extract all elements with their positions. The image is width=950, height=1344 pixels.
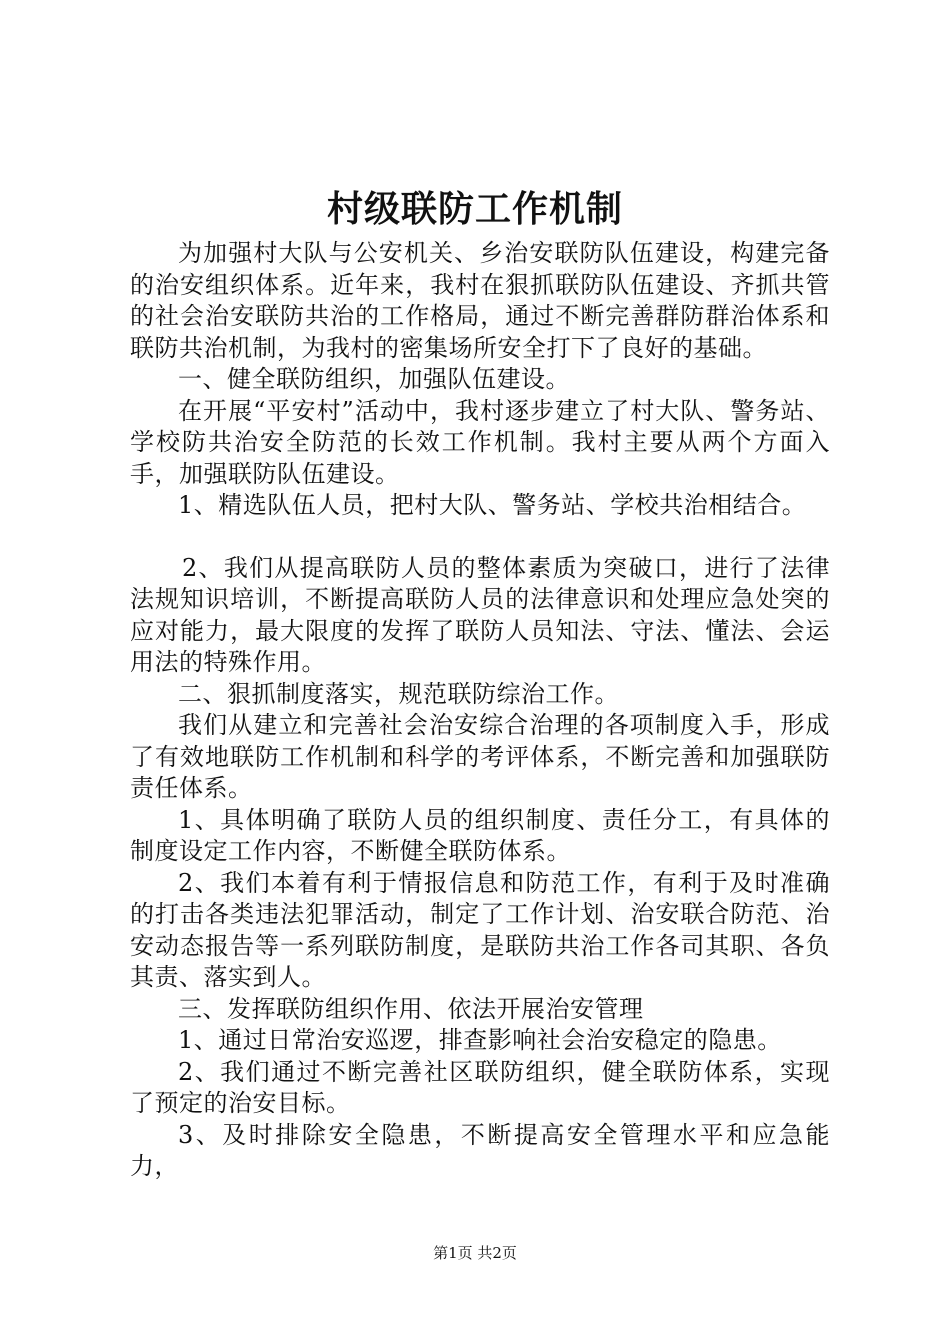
- document-title: 村级联防工作机制: [326, 188, 623, 230]
- list-item-3-1: 1、通过日常治安巡逻，排查影响社会治安稳定的隐患。: [178, 1026, 782, 1054]
- paragraph-intro: 为加强村大队与公安机关、乡治安联防队伍建设，构建完备的治安组织体系。近年来，我村在狠抓联防队伍建设、齐抓共管的社会治安联防共治的工作格局，通过不断完善群防群治体系和联防共治机制，为我村的密集场所安全打下了良好的基础。: [130, 239, 830, 362]
- list-item-1-2: 2、我们从提高联防人员的整体素质为突破口，进行了法律法规知识培训，不断提高联防人员的法律意识和处理应急处突的应对能力，最大限度的发挥了联防人员知法、守法、懂法、会运用法的特殊作用。: [130, 553, 830, 676]
- paragraph-section-1: 在开展“平安村”活动中，我村逐步建立了村大队、警务站、学校防共治安全防范的长效工作机制。我村主要从两个方面入手，加强联防队伍建设。: [130, 396, 830, 488]
- document-body: [130, 238, 830, 1183]
- list-item-1-1: 1、精选队伍人员，把村大队、警务站、学校共治相结合。: [178, 491, 807, 519]
- list-item-2-1: 1、具体明确了联防人员的组织制度、责任分工，有具体的制度设定工作内容，不断健全联防体系。: [130, 805, 830, 865]
- blank-line: [130, 522, 830, 553]
- list-item-2-2: 2、我们本着有利于情报信息和防范工作，有利于及时准确的打击各类违法犯罪活动，制定了工作计划、治安联合防范、治安动态报告等一系列联防制度，是联防共治工作各司其职、各负其责、落实到人。: [130, 868, 830, 991]
- section-heading-2: 二、狠抓制度落实，规范联防综治工作。: [178, 679, 619, 708]
- section-heading-3: 三、发挥联防组织作用、依法开展治安管理: [178, 994, 644, 1023]
- section-heading-1: 一、健全联防组织，加强队伍建设。: [178, 365, 570, 393]
- list-item-3-3: 3、及时排除安全隐患，不断提高安全管理水平和应急能力，: [130, 1120, 830, 1180]
- paragraph-section-2: 我们从建立和完善社会治安综合治理的各项制度入手，形成了有效地联防工作机制和科学的考评体系，不断完善和加强联防责任体系。: [130, 711, 830, 802]
- list-item-3-2: 2、我们通过不断完善社区联防组织，健全联防体系，实现了预定的治安目标。: [130, 1057, 830, 1117]
- page-footer: 第1页 共2页: [433, 1244, 517, 1262]
